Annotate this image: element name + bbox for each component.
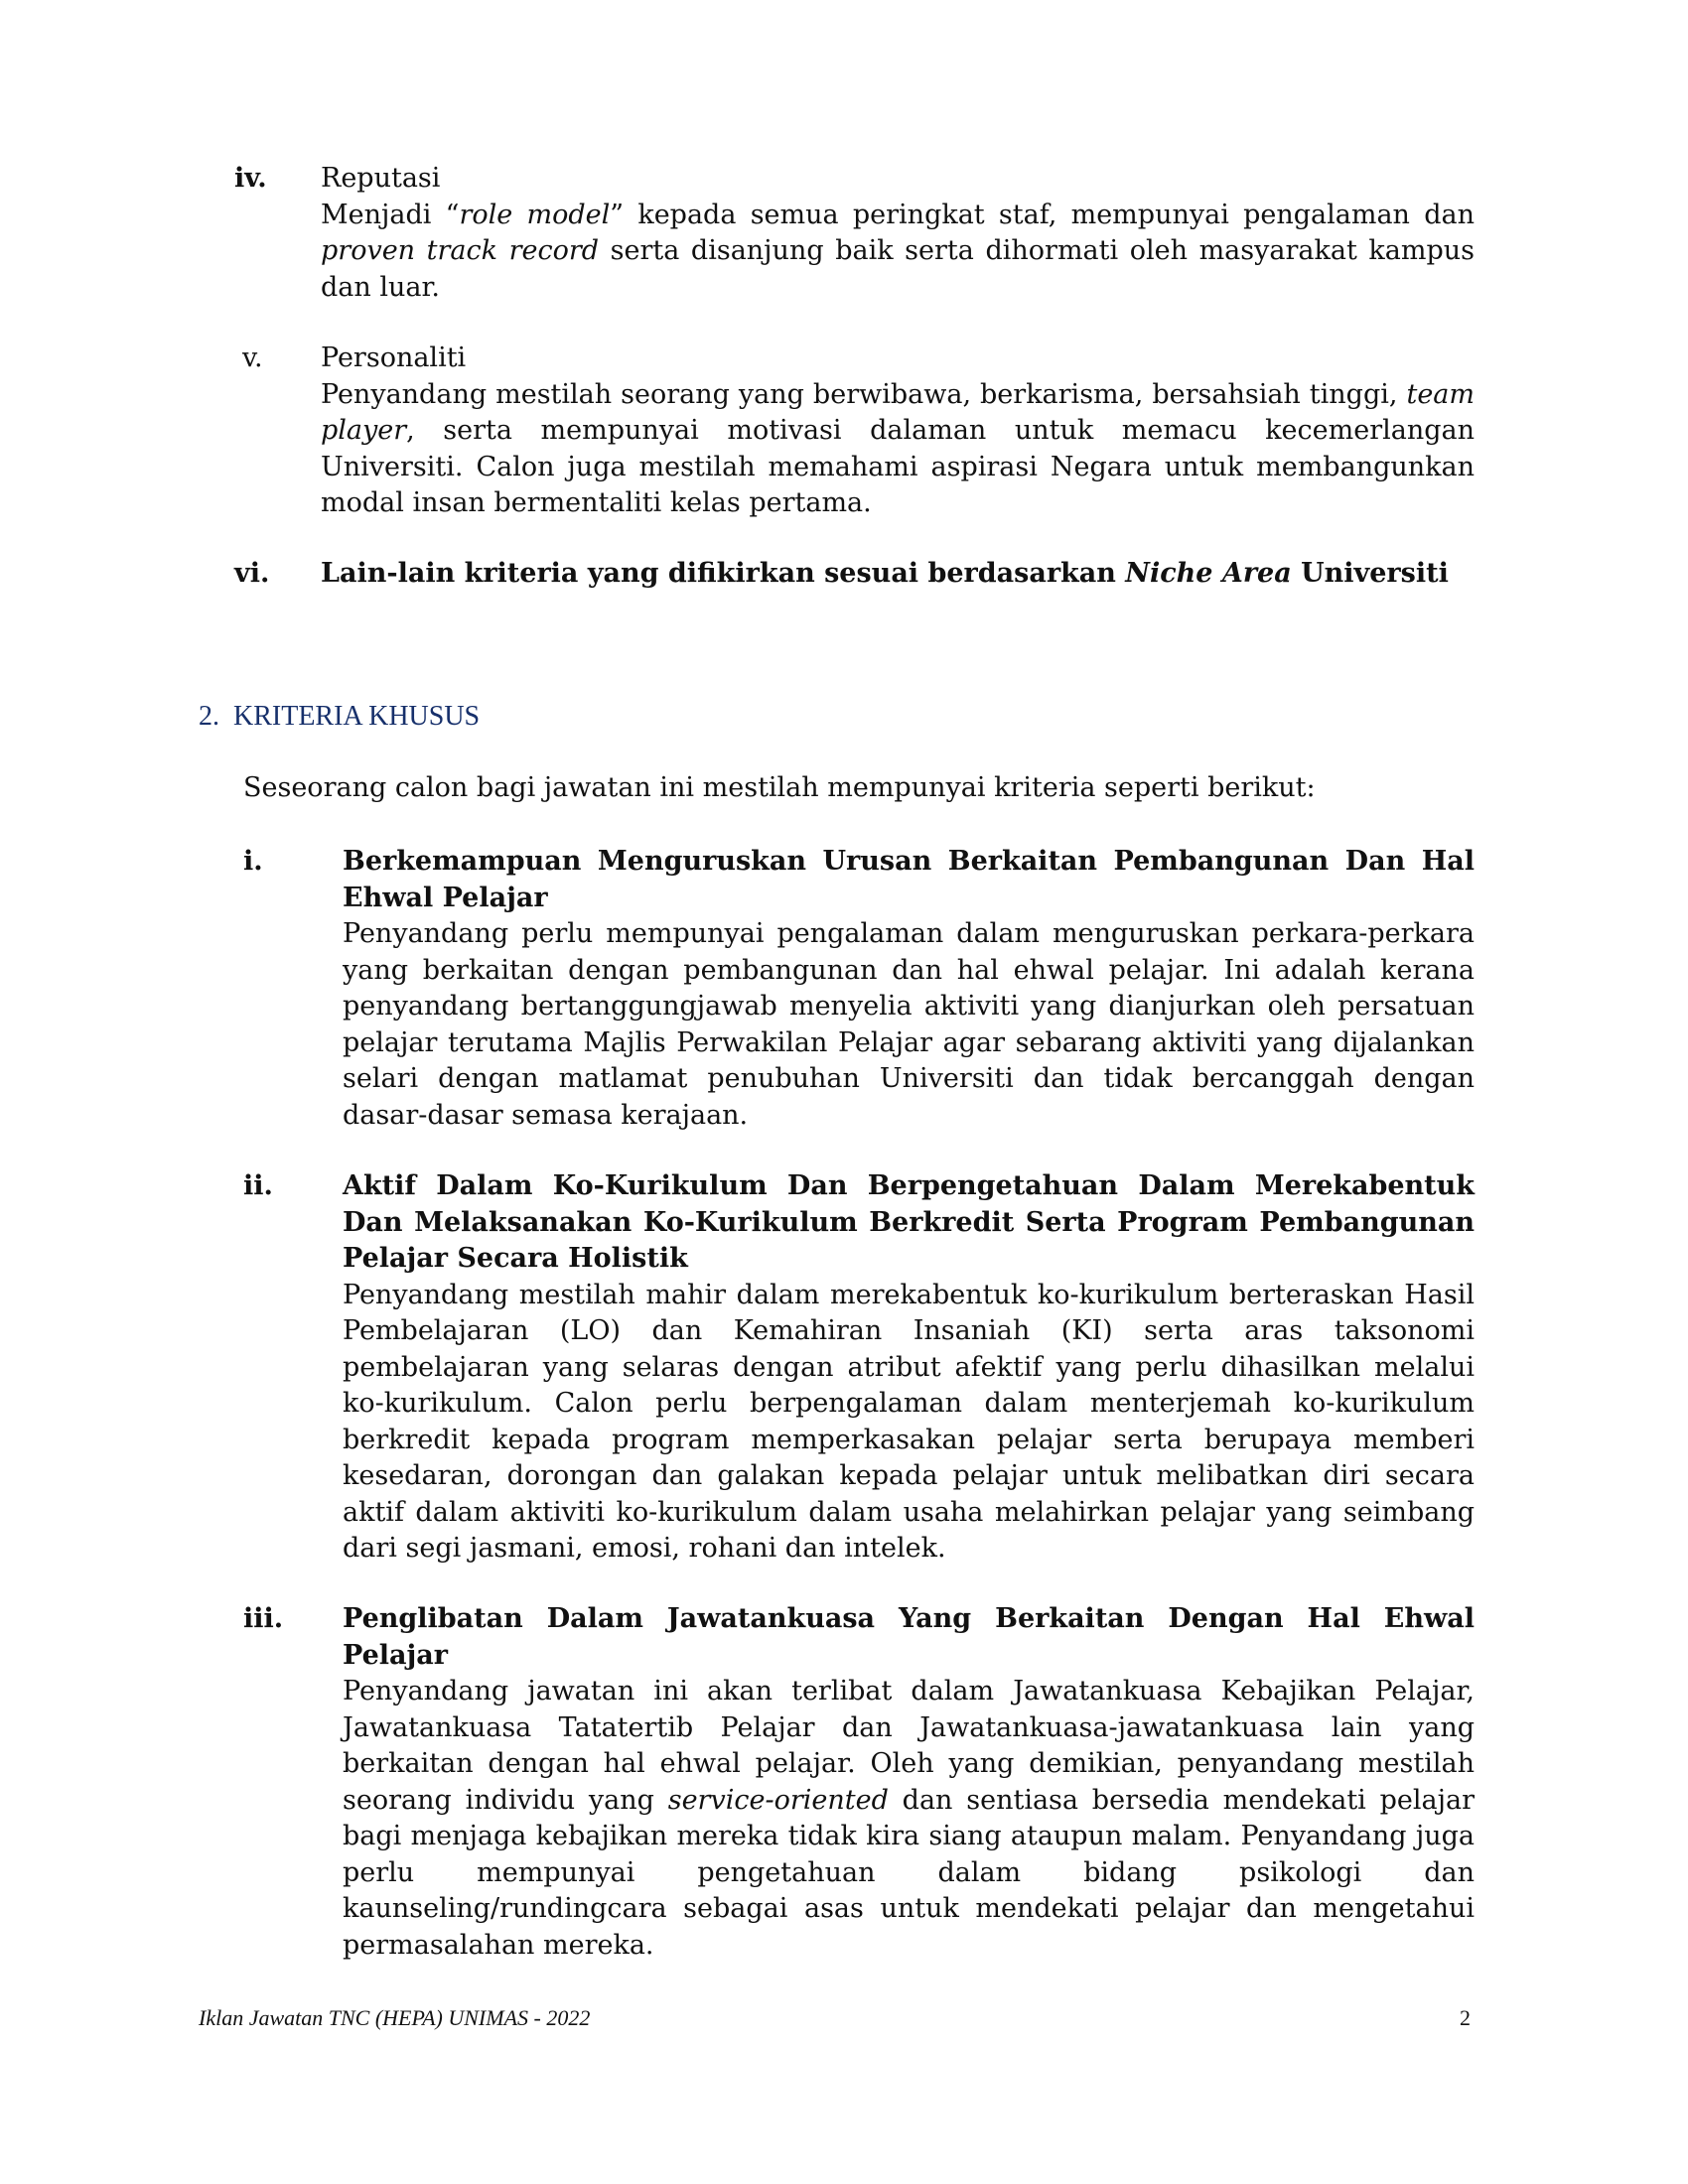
item-number: v. [242,342,263,373]
section-title: KRITERIA KHUSUS [233,701,481,732]
item-text: Penyandang jawatan ini akan terlibat dalam Jawatankuasa Kebajikan Pelajar, Jawatankuasa Tatatertib Pelajar dan Jawatankuasa-jawatankuasa lain yang berkaitan dengan hal ehwal pelajar. Oleh yang demikian, penyandang mestilah seorang individu yang service-oriented dan sentiasa bersedia mendekati pelajar bagi menjaga kebajikan mereka tidak kira siang ataupun malam. Penyandang juga perlu mempunyai pengetahuan dalam bidang psikologi dan kaunseling/rundingcara sebagai asas untuk mendekati pelajar dan mengetahui permasalahan mereka. [343,1676,1475,1961]
item-number: ii. [243,1170,273,1201]
item-number: iii. [243,1603,284,1634]
page-number: 2 [1460,2005,1471,2030]
item-number: i. [243,846,263,877]
item-title: Reputasi [321,163,441,194]
footer-title: Iklan Jawatan TNC (HEPA) UNIMAS - 2022 [199,2005,591,2030]
item-title: Berkemampuan Menguruskan Urusan Berkaitan Pembangunan Dan Hal Ehwal Pelajar [343,846,1475,913]
section-intro: Seseorang calon bagi jawatan ini mestilah mempunyai kriteria seperti berikut: [243,772,1316,803]
item-number: iv. [234,163,267,194]
item-title: Personaliti [321,342,467,373]
item-title: Penglibatan Dalam Jawatankuasa Yang Berkaitan Dengan Hal Ehwal Pelajar [343,1603,1475,1671]
item-text: Menjadi “role model” kepada semua peringkat staf, mempunyai pengalaman dan proven track record serta disanjung baik serta dihormati oleh masyarakat kampus dan luar. [321,199,1475,303]
item-text: Penyandang mestilah mahir dalam merekabentuk ko-kurikulum berteraskan Hasil Pembelajaran (LO) dan Kemahiran Insaniah (KI) serta aras taksonomi pembelajaran yang selaras dengan atribut afektif yang perlu dihasilkan melalui ko-kurikulum. Calon perlu berpengalaman dalam menterjemah ko-kurikulum berkredit kepada program memperkasakan pelajar serta berupaya memberi kesedaran, dorongan dan galakan kepada pelajar untuk melibatkan diri secara aktif dalam aktiviti ko-kurikulum dalam usaha melahirkan pelajar yang seimbang dari segi jasmani, emosi, rohani dan intelek. [343,1279,1475,1564]
section-number: 2. [199,701,219,732]
item-title: Aktif Dalam Ko-Kurikulum Dan Berpengetahuan Dalam Merekabentuk Dan Melaksanakan Ko-Kurikulum Berkredit Serta Program Pembangunan Pelajar Secara Holistik [343,1170,1475,1274]
section-heading [199,701,480,733]
item-text: Penyandang mestilah seorang yang berwibawa, berkarisma, bersahsiah tinggi, team player, serta mempunyai motivasi dalaman untuk memacu kecemerlangan Universiti. Calon juga mestilah memahami aspirasi Negara untuk membangunkan modal insan bermentaliti kelas pertama. [321,378,1475,518]
item-title: Lain-lain kriteria yang difikirkan sesuai berdasarkan Niche Area Universiti [321,558,1449,589]
item-text: Penyandang perlu mempunyai pengalaman dalam menguruskan perkara-perkara yang berkaitan dengan pembangunan dan hal ehwal pelajar. Ini adalah kerana penyandang bertanggungjawab menyelia aktiviti yang dianjurkan oleh persatuan pelajar terutama Majlis Perwakilan Pelajar agar sebarang aktiviti yang dijalankan selari dengan matlamat penubuhan Universiti dan tidak bercanggah dengan dasar-dasar semasa kerajaan. [343,918,1475,1131]
item-number: vi. [234,558,270,589]
